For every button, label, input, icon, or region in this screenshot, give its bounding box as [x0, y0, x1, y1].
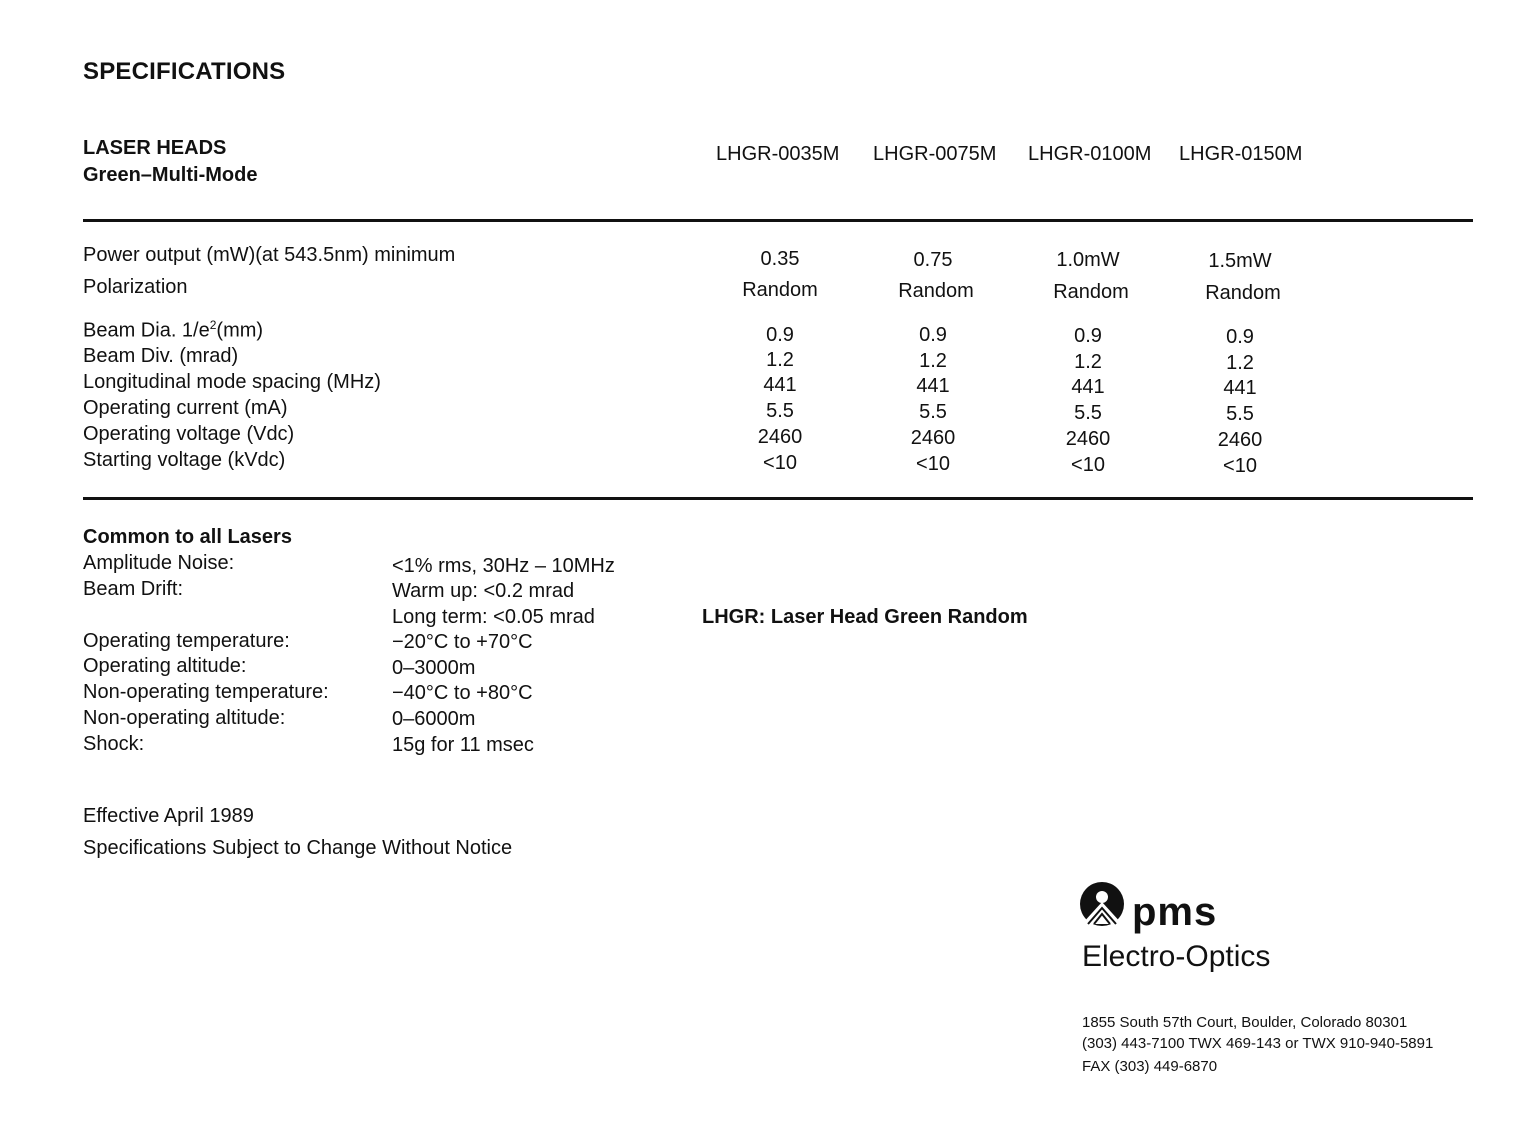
company-phone: (303) 443-7100 TWX 469-143 or TWX 910-940-5891 — [1082, 1035, 1434, 1052]
spec-value: 441 — [1071, 376, 1105, 398]
effective-date: Effective April 1989 — [83, 805, 254, 827]
common-label: Operating temperature: — [83, 630, 290, 652]
company-name: Electro-Optics — [1082, 940, 1271, 973]
spec-value: <10 — [763, 452, 797, 474]
spec-value: <10 — [1223, 455, 1257, 477]
spec-value: 5.5 — [766, 400, 794, 422]
spec-value: 1.2 — [766, 349, 794, 371]
spec-value: 0.9 — [766, 324, 794, 346]
common-label: Shock: — [83, 733, 145, 755]
model-header: LHGR-0035M — [716, 143, 840, 165]
common-label: Beam Drift: — [83, 578, 184, 600]
spec-value: 1.2 — [1074, 351, 1102, 373]
spec-value: 1.2 — [919, 350, 947, 372]
spec-value: Random — [742, 279, 818, 301]
common-label: Operating altitude: — [83, 655, 247, 677]
common-value: 0–6000m — [392, 708, 476, 730]
spec-label: Beam Dia. $1/e^2(mm)$ — [83, 318, 264, 342]
company-address: 1855 South 57th Court, Boulder, Colorado 80301 — [1082, 1014, 1408, 1031]
spec-value: 5.5 — [1226, 403, 1254, 425]
common-section-title: Common to all Lasers — [83, 526, 292, 548]
spec-value: 0.9 — [1226, 326, 1254, 348]
spec-value: 0.35 — [760, 248, 800, 270]
spec-value: 0.75 — [913, 249, 953, 271]
spec-value: <10 — [1071, 454, 1105, 476]
spec-value: 1.5mW — [1208, 250, 1272, 272]
common-label: Non-operating temperature: — [83, 681, 329, 703]
spec-value: 2460 — [1065, 428, 1111, 450]
spec-value: 441 — [763, 374, 797, 396]
spec-value: 441 — [1223, 377, 1257, 399]
spec-value: 2460 — [757, 426, 803, 448]
spec-label: Beam Div. (mrad) — [83, 345, 239, 367]
common-value: 0–3000m — [392, 657, 476, 679]
spec-value: 0.9 — [919, 324, 947, 346]
spec-value: Random — [1053, 281, 1129, 303]
pms-globe-logo-icon — [1076, 880, 1128, 937]
common-value: 15g for 11 msec — [392, 734, 534, 756]
spec-value: 2460 — [910, 427, 956, 449]
common-label: Non-operating altitude: — [83, 707, 286, 729]
common-value: −40°C to +80°C — [392, 682, 533, 704]
model-header: LHGR-0100M — [1028, 143, 1152, 165]
laser-heads-heading: LASER HEADS — [83, 137, 227, 159]
change-notice: Specifications Subject to Change Without Notice — [83, 837, 513, 859]
spec-label: Polarization — [83, 276, 188, 298]
common-value: −20°C to +70°C — [392, 631, 533, 653]
page-title: SPECIFICATIONS — [83, 58, 286, 85]
spec-value: 5.5 — [1074, 402, 1102, 424]
spec-value: 1.2 — [1226, 352, 1254, 374]
spec-label: Operating voltage (Vdc) — [83, 423, 295, 445]
spec-value: <10 — [916, 453, 950, 475]
model-header: LHGR-0075M — [873, 143, 997, 165]
spec-value: Random — [1205, 282, 1281, 304]
spec-value: 1.0mW — [1056, 249, 1120, 271]
common-value: <1% rms, 30Hz – 10MHz — [392, 555, 615, 577]
spec-label: Longitudinal mode spacing (MHz) — [83, 371, 381, 393]
common-value: Warm up: <0.2 mrad — [392, 580, 575, 602]
table-bottom-rule — [83, 497, 1473, 500]
spec-label: Power output (mW)(at 543.5nm) minimum — [83, 244, 456, 266]
spec-value: 441 — [916, 375, 950, 397]
spec-value: Random — [898, 280, 974, 302]
mode-subheading: Green–Multi-Mode — [83, 164, 258, 186]
table-top-rule — [83, 219, 1473, 222]
spec-value: 2460 — [1217, 429, 1263, 451]
model-header: LHGR-0150M — [1179, 143, 1303, 165]
spec-value: 0.9 — [1074, 325, 1102, 347]
common-value: Long term: <0.05 mrad — [392, 606, 595, 628]
spec-value: 5.5 — [919, 401, 947, 423]
company-fax: FAX (303) 449-6870 — [1082, 1058, 1218, 1075]
spec-label: Operating current (mA) — [83, 397, 288, 419]
common-label: Amplitude Noise: — [83, 552, 235, 574]
model-legend: LHGR: Laser Head Green Random — [702, 606, 1028, 628]
brand-wordmark: pms — [1132, 890, 1218, 934]
spec-label: Starting voltage (kVdc) — [83, 449, 286, 471]
